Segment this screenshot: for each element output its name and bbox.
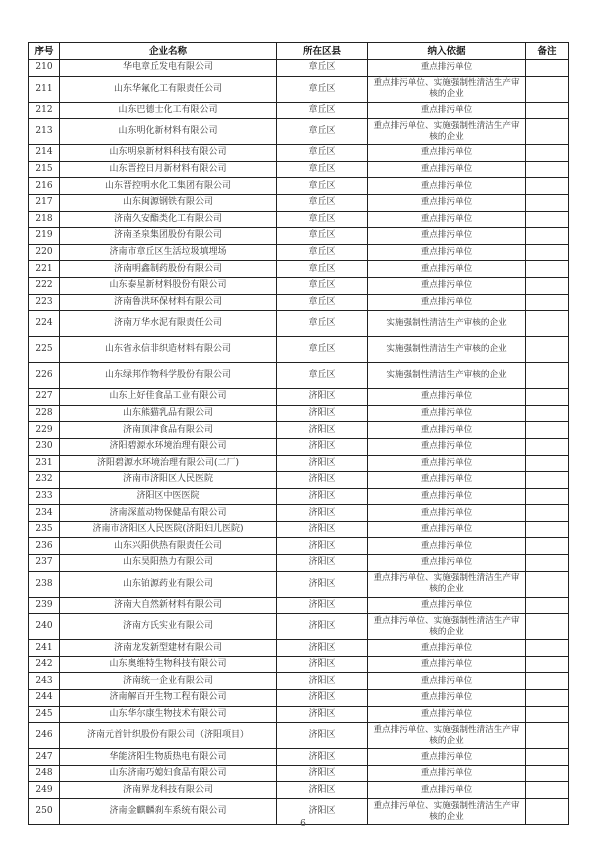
table-row: [29, 521, 569, 538]
district-cell: 章丘区: [277, 211, 368, 228]
table-row: [29, 555, 569, 572]
basis-cell: 重点排污单位: [368, 673, 526, 690]
company-name-cell: 山东泰星新材料股份有限公司: [60, 277, 277, 294]
table-row: [29, 261, 569, 278]
note-cell: [526, 505, 569, 522]
basis-cell: 重点排污单位: [368, 102, 526, 119]
seq-cell: 243: [29, 673, 60, 690]
district-cell: 济阳区: [277, 765, 368, 782]
note-cell: [526, 690, 569, 707]
basis-cell: 重点排污单位: [368, 782, 526, 799]
district-cell: 济阳区: [277, 505, 368, 522]
seq-cell: 220: [29, 244, 60, 261]
seq-cell: 225: [29, 337, 60, 363]
seq-cell: 215: [29, 161, 60, 178]
table-row: [29, 656, 569, 673]
seq-cell: 234: [29, 505, 60, 522]
basis-cell: 重点排污单位: [368, 438, 526, 455]
table-row: [29, 363, 569, 389]
district-cell: 济阳区: [277, 438, 368, 455]
district-cell: 章丘区: [277, 244, 368, 261]
note-cell: [526, 614, 569, 640]
seq-cell: 242: [29, 656, 60, 673]
company-name-cell: 济南金麒麟刹车系统有限公司: [60, 799, 277, 825]
district-cell: 章丘区: [277, 311, 368, 337]
basis-cell: 重点排污单位: [368, 211, 526, 228]
basis-cell: 重点排污单位、实施强制性清洁生产审核的企业: [368, 799, 526, 825]
table-row: [29, 178, 569, 195]
header-note: 备注: [526, 43, 569, 60]
seq-cell: 240: [29, 614, 60, 640]
table-row: [29, 145, 569, 162]
table-row: [29, 76, 569, 102]
table-body: [29, 60, 569, 825]
note-cell: [526, 277, 569, 294]
note-cell: [526, 422, 569, 439]
header-district: 所在区县: [277, 43, 368, 60]
company-name-cell: 山东奥维特生物科技有限公司: [60, 656, 277, 673]
district-cell: 济阳区: [277, 782, 368, 799]
basis-cell: 重点排污单位: [368, 505, 526, 522]
company-name-cell: 济南元首针织股份有限公司（济阳项目）: [60, 723, 277, 749]
district-cell: 章丘区: [277, 145, 368, 162]
basis-cell: 重点排污单位: [368, 656, 526, 673]
note-cell: [526, 472, 569, 489]
company-name-cell: 山东华尔康生物技术有限公司: [60, 706, 277, 723]
district-cell: 济阳区: [277, 614, 368, 640]
table-row: [29, 723, 569, 749]
seq-cell: 227: [29, 389, 60, 406]
table-row: [29, 706, 569, 723]
seq-cell: 230: [29, 438, 60, 455]
seq-cell: 228: [29, 405, 60, 422]
table-row: [29, 60, 569, 77]
basis-cell: 重点排污单位: [368, 488, 526, 505]
company-name-cell: 山东熊猫乳品有限公司: [60, 405, 277, 422]
table-row: [29, 488, 569, 505]
district-cell: 章丘区: [277, 76, 368, 102]
note-cell: [526, 228, 569, 245]
company-name-cell: 济南市济阳区人民医院(济阳妇儿医院): [60, 521, 277, 538]
seq-cell: 222: [29, 277, 60, 294]
company-name-cell: 济南圣泉集团股份有限公司: [60, 228, 277, 245]
table-row: [29, 438, 569, 455]
seq-cell: 248: [29, 765, 60, 782]
note-cell: [526, 178, 569, 195]
seq-cell: 237: [29, 555, 60, 572]
note-cell: [526, 799, 569, 825]
district-cell: 济阳区: [277, 555, 368, 572]
basis-cell: 重点排污单位、实施强制性清洁生产审核的企业: [368, 614, 526, 640]
note-cell: [526, 60, 569, 77]
basis-cell: 重点排污单位: [368, 597, 526, 614]
seq-cell: 217: [29, 194, 60, 211]
note-cell: [526, 706, 569, 723]
note-cell: [526, 656, 569, 673]
note-cell: [526, 455, 569, 472]
note-cell: [526, 261, 569, 278]
seq-cell: 249: [29, 782, 60, 799]
district-cell: 济阳区: [277, 706, 368, 723]
table-row: [29, 405, 569, 422]
seq-cell: 233: [29, 488, 60, 505]
header-seq: 序号: [29, 43, 60, 60]
seq-cell: 229: [29, 422, 60, 439]
seq-cell: 216: [29, 178, 60, 195]
basis-cell: 重点排污单位: [368, 277, 526, 294]
note-cell: [526, 723, 569, 749]
district-cell: 济阳区: [277, 597, 368, 614]
company-name-cell: 济南统一企业有限公司: [60, 673, 277, 690]
table-row: [29, 389, 569, 406]
basis-cell: 重点排污单位: [368, 706, 526, 723]
basis-cell: 实施强制性清洁生产审核的企业: [368, 337, 526, 363]
basis-cell: 重点排污单位: [368, 60, 526, 77]
seq-cell: 235: [29, 521, 60, 538]
table-row: [29, 119, 569, 145]
table-row: [29, 102, 569, 119]
note-cell: [526, 194, 569, 211]
note-cell: [526, 337, 569, 363]
table-row: [29, 455, 569, 472]
seq-cell: 238: [29, 571, 60, 597]
note-cell: [526, 765, 569, 782]
district-cell: 济阳区: [277, 472, 368, 489]
table-row: [29, 571, 569, 597]
enterprise-table: [28, 42, 569, 825]
basis-cell: 重点排污单位: [368, 555, 526, 572]
company-name-cell: 山东兴阳供热有限责任公司: [60, 538, 277, 555]
note-cell: [526, 640, 569, 657]
company-name-cell: 山东铂源药业有限公司: [60, 571, 277, 597]
company-name-cell: 山东上好佳食品工业有限公司: [60, 389, 277, 406]
basis-cell: 重点排污单位: [368, 749, 526, 766]
basis-cell: 重点排污单位: [368, 228, 526, 245]
district-cell: 济阳区: [277, 749, 368, 766]
note-cell: [526, 363, 569, 389]
company-name-cell: 山东巴德士化工有限公司: [60, 102, 277, 119]
note-cell: [526, 102, 569, 119]
district-cell: 济阳区: [277, 521, 368, 538]
seq-cell: 241: [29, 640, 60, 657]
district-cell: 章丘区: [277, 228, 368, 245]
basis-cell: 重点排污单位: [368, 472, 526, 489]
table-row: [29, 244, 569, 261]
seq-cell: 219: [29, 228, 60, 245]
seq-cell: 223: [29, 294, 60, 311]
seq-cell: 247: [29, 749, 60, 766]
seq-cell: 246: [29, 723, 60, 749]
note-cell: [526, 244, 569, 261]
company-name-cell: 济南市章丘区生活垃圾填埋场: [60, 244, 277, 261]
company-name-cell: 山东晋控日月新材料有限公司: [60, 161, 277, 178]
company-name-cell: 济南顶津食品有限公司: [60, 422, 277, 439]
district-cell: 章丘区: [277, 60, 368, 77]
basis-cell: 重点排污单位: [368, 422, 526, 439]
page-number: 6: [300, 819, 306, 829]
company-name-cell: 山东明化新材料有限公司: [60, 119, 277, 145]
district-cell: 济阳区: [277, 656, 368, 673]
district-cell: 济阳区: [277, 640, 368, 657]
basis-cell: 重点排污单位: [368, 145, 526, 162]
basis-cell: 实施强制性清洁生产审核的企业: [368, 363, 526, 389]
company-name-cell: 济南界龙科技有限公司: [60, 782, 277, 799]
basis-cell: 重点排污单位: [368, 261, 526, 278]
table-row: [29, 690, 569, 707]
table-row: [29, 673, 569, 690]
table-row: [29, 472, 569, 489]
company-name-cell: 山东济南巧媳妇食品有限公司: [60, 765, 277, 782]
seq-cell: 212: [29, 102, 60, 119]
note-cell: [526, 76, 569, 102]
seq-cell: 226: [29, 363, 60, 389]
district-cell: 济阳区: [277, 422, 368, 439]
district-cell: 章丘区: [277, 261, 368, 278]
basis-cell: 重点排污单位、实施强制性清洁生产审核的企业: [368, 76, 526, 102]
company-name-cell: 华电章丘发电有限公司: [60, 60, 277, 77]
basis-cell: 重点排污单位: [368, 389, 526, 406]
table-header-row: [29, 43, 569, 60]
note-cell: [526, 294, 569, 311]
company-name-cell: 济南龙发新型建材有限公司: [60, 640, 277, 657]
header-basis: 纳入依据: [368, 43, 526, 60]
table-row: [29, 765, 569, 782]
note-cell: [526, 521, 569, 538]
note-cell: [526, 555, 569, 572]
company-name-cell: 济南久安酯类化工有限公司: [60, 211, 277, 228]
basis-cell: 重点排污单位: [368, 161, 526, 178]
note-cell: [526, 571, 569, 597]
company-name-cell: 济南解百开生物工程有限公司: [60, 690, 277, 707]
company-name-cell: 济南明鑫制药股份有限公司: [60, 261, 277, 278]
basis-cell: 重点排污单位: [368, 244, 526, 261]
seq-cell: 214: [29, 145, 60, 162]
note-cell: [526, 488, 569, 505]
table-row: [29, 640, 569, 657]
company-name-cell: 山东闽源钢铁有限公司: [60, 194, 277, 211]
note-cell: [526, 749, 569, 766]
note-cell: [526, 119, 569, 145]
company-name-cell: 山东晋控明水化工集团有限公司: [60, 178, 277, 195]
seq-cell: 213: [29, 119, 60, 145]
table-row: [29, 614, 569, 640]
table-row: [29, 782, 569, 799]
seq-cell: 231: [29, 455, 60, 472]
table-row: [29, 749, 569, 766]
district-cell: 章丘区: [277, 178, 368, 195]
table-row: [29, 194, 569, 211]
seq-cell: 211: [29, 76, 60, 102]
company-name-cell: 华能济阳生物质热电有限公司: [60, 749, 277, 766]
seq-cell: 210: [29, 60, 60, 77]
district-cell: 章丘区: [277, 119, 368, 145]
district-cell: 济阳区: [277, 389, 368, 406]
basis-cell: 重点排污单位: [368, 765, 526, 782]
company-name-cell: 济南大自然新材料有限公司: [60, 597, 277, 614]
basis-cell: 重点排污单位: [368, 178, 526, 195]
district-cell: 济阳区: [277, 723, 368, 749]
district-cell: 济阳区: [277, 673, 368, 690]
note-cell: [526, 311, 569, 337]
district-cell: 济阳区: [277, 488, 368, 505]
basis-cell: 重点排污单位、实施强制性清洁生产审核的企业: [368, 723, 526, 749]
district-cell: 章丘区: [277, 363, 368, 389]
note-cell: [526, 389, 569, 406]
district-cell: 章丘区: [277, 277, 368, 294]
table-row: [29, 597, 569, 614]
district-cell: 章丘区: [277, 161, 368, 178]
seq-cell: 224: [29, 311, 60, 337]
seq-cell: 232: [29, 472, 60, 489]
basis-cell: 实施强制性清洁生产审核的企业: [368, 311, 526, 337]
table-row: [29, 337, 569, 363]
table-row: [29, 161, 569, 178]
company-name-cell: 山东明泉新材料科技有限公司: [60, 145, 277, 162]
table-row: [29, 277, 569, 294]
seq-cell: 218: [29, 211, 60, 228]
basis-cell: 重点排污单位: [368, 690, 526, 707]
table-row: [29, 422, 569, 439]
note-cell: [526, 145, 569, 162]
company-name-cell: 济南市济阳区人民医院: [60, 472, 277, 489]
note-cell: [526, 673, 569, 690]
note-cell: [526, 538, 569, 555]
basis-cell: 重点排污单位: [368, 405, 526, 422]
district-cell: 济阳区: [277, 538, 368, 555]
basis-cell: 重点排污单位: [368, 194, 526, 211]
table-row: [29, 294, 569, 311]
header-company-name: 企业名称: [60, 43, 277, 60]
company-name-cell: 山东华氟化工有限责任公司: [60, 76, 277, 102]
basis-cell: 重点排污单位、实施强制性清洁生产审核的企业: [368, 571, 526, 597]
table-row: [29, 228, 569, 245]
basis-cell: 重点排污单位: [368, 640, 526, 657]
district-cell: 济阳区: [277, 571, 368, 597]
district-cell: 济阳区: [277, 405, 368, 422]
seq-cell: 239: [29, 597, 60, 614]
table-row: [29, 211, 569, 228]
district-cell: 济阳区: [277, 799, 368, 825]
note-cell: [526, 597, 569, 614]
note-cell: [526, 161, 569, 178]
district-cell: 章丘区: [277, 194, 368, 211]
basis-cell: 重点排污单位: [368, 294, 526, 311]
company-name-cell: 济阳碧源水环境治理有限公司: [60, 438, 277, 455]
note-cell: [526, 438, 569, 455]
district-cell: 济阳区: [277, 455, 368, 472]
table-row: [29, 538, 569, 555]
company-name-cell: 济阳碧源水环境治理有限公司(二厂): [60, 455, 277, 472]
district-cell: 章丘区: [277, 102, 368, 119]
basis-cell: 重点排污单位、实施强制性清洁生产审核的企业: [368, 119, 526, 145]
company-name-cell: 山东昊阳热力有限公司: [60, 555, 277, 572]
company-name-cell: 济南鲁洪环保材料有限公司: [60, 294, 277, 311]
district-cell: 济阳区: [277, 690, 368, 707]
seq-cell: 250: [29, 799, 60, 825]
company-name-cell: 济南方氏实业有限公司: [60, 614, 277, 640]
seq-cell: 245: [29, 706, 60, 723]
district-cell: 章丘区: [277, 294, 368, 311]
basis-cell: 重点排污单位: [368, 521, 526, 538]
note-cell: [526, 405, 569, 422]
basis-cell: 重点排污单位: [368, 455, 526, 472]
company-name-cell: 山东省永信非织造材料有限公司: [60, 337, 277, 363]
company-name-cell: 济阳区中医医院: [60, 488, 277, 505]
seq-cell: 244: [29, 690, 60, 707]
table-row: [29, 505, 569, 522]
company-name-cell: 山东绿邦作物科学股份有限公司: [60, 363, 277, 389]
company-name-cell: 济南万华水泥有限责任公司: [60, 311, 277, 337]
district-cell: 章丘区: [277, 337, 368, 363]
note-cell: [526, 211, 569, 228]
seq-cell: 236: [29, 538, 60, 555]
company-name-cell: 济南深蓝动物保健品有限公司: [60, 505, 277, 522]
basis-cell: 重点排污单位: [368, 538, 526, 555]
note-cell: [526, 782, 569, 799]
table-row: [29, 311, 569, 337]
seq-cell: 221: [29, 261, 60, 278]
